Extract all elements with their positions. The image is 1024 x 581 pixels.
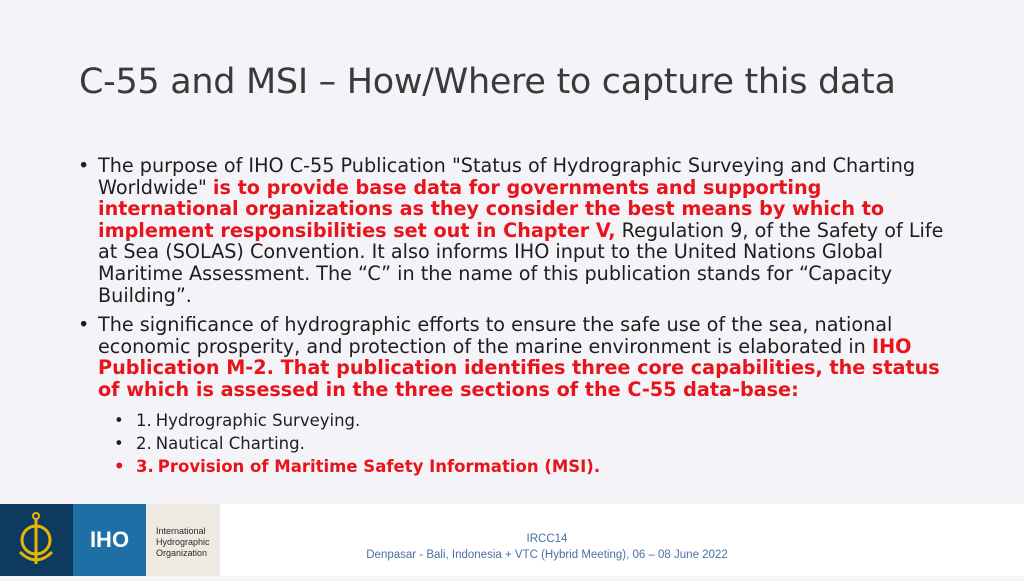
org-name-line: Hydrographic: [156, 537, 210, 547]
bullet-text-normal: The significance of hydrographic efforts to ensure the safe use of the sea, national economic prosperity, and protection of the marine environment is elaborated in: [98, 313, 893, 358]
bullet-dot-icon: •: [78, 313, 90, 337]
bullet-dot-icon: •: [114, 433, 124, 453]
iho-logo: IHO: [73, 504, 146, 576]
sub-list-item: [76, 455, 946, 478]
bullet-item: [76, 314, 946, 400]
org-name-line: Organization: [156, 548, 208, 558]
footer-bar: [0, 504, 1024, 576]
bullet-text-highlight: is to provide base data for governments and supporting international organizations as they consider the best means by which to implement responsibilities set out in Chapter V,: [98, 175, 885, 242]
event-details: Denpasar - Bali, Indonesia + VTC (Hybrid Meeting), 06 – 08 June 2022: [366, 549, 728, 561]
bullet-text-normal: Regulation 9, of the Safety of Life at Sea (SOLAS) Convention. It also informs IHO input to the United Nations Global Maritime Assessment. The “C” in the name of this publication stands for “Capacity Building”.: [98, 218, 944, 307]
sub-item-label: Provision of Maritime Safety Information (MSI).: [157, 456, 601, 476]
sub-list-item: [76, 432, 946, 455]
bullet-text-highlight: IHO Publication M-2. That publication identifies three core capabilities, the status of which is assessed in the three sections of the C-55 data-base:: [98, 334, 940, 401]
sub-item-number: 1.: [136, 410, 152, 430]
slide-title: C-55 and MSI – How/Where to capture this data: [79, 62, 896, 102]
sub-item-number: 3.: [136, 456, 154, 476]
bullet-text-normal: The purpose of IHO C-55 Publication "Status of Hydrographic Surveying and Charting Worldwide": [98, 154, 916, 199]
event-name: IRCC14: [526, 533, 568, 545]
org-name-line: International: [156, 526, 206, 536]
bullet-dot-icon: •: [114, 410, 124, 430]
sub-item-label: Hydrographic Surveying.: [155, 410, 361, 430]
bullet-item: [76, 155, 946, 306]
sub-item-label: Nautical Charting.: [155, 433, 305, 453]
sub-item-number: 2.: [136, 433, 152, 453]
bullet-dot-icon: •: [78, 154, 90, 177]
bullet-dot-icon: •: [114, 456, 125, 476]
slide-body: [76, 155, 946, 478]
sub-list-item: [76, 409, 946, 432]
